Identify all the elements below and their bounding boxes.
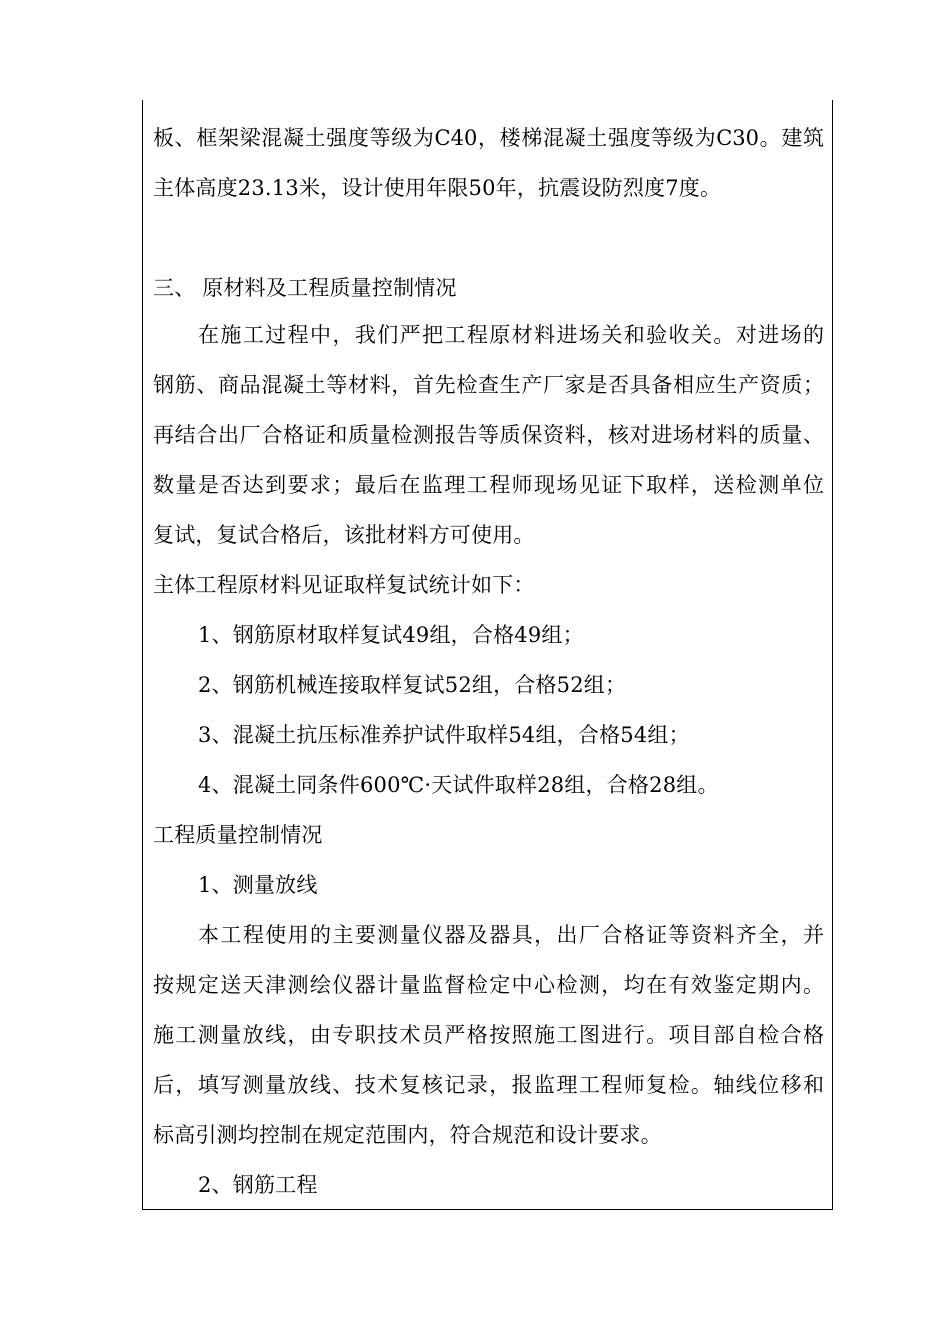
- paragraph-line: 标高引测均控制在规定范围内，符合规范和设计要求。: [153, 1123, 662, 1147]
- paragraph-line: 数量是否达到要求；最后在监理工程师现场见证下取样，送检测单位: [153, 473, 824, 497]
- paragraph-line: 钢筋、商品混凝土等材料，首先检查生产厂家是否具备相应生产资质；: [153, 373, 824, 397]
- paragraph-line: 施工测量放线，由专职技术员严格按照施工图进行。项目部自检合格: [153, 1023, 824, 1047]
- paragraph-line: 后，填写测量放线、技术复核记录，报监理工程师复检。轴线位移和: [153, 1073, 824, 1097]
- list-item: 2、钢筋机械连接取样复试52组，合格52组；: [198, 673, 627, 697]
- paragraph-line: 本工程使用的主要测量仪器及器具，出厂合格证等资料齐全，并: [198, 923, 824, 947]
- subsection-heading: 工程质量控制情况: [153, 823, 323, 847]
- paragraph-line: 主体工程原材料见证取样复试统计如下：: [153, 573, 535, 597]
- subsection-heading: 2、钢筋工程: [198, 1173, 318, 1197]
- list-item: 4、混凝土同条件600℃·天试件取样28组，合格28组。: [198, 773, 719, 797]
- subsection-heading: 1、测量放线: [198, 873, 318, 897]
- list-item: 3、混凝土抗压标准养护试件取样54组，合格54组；: [198, 723, 690, 747]
- paragraph-line: 按规定送天津测绘仪器计量监督检定中心检测，均在有效鉴定期内。: [153, 973, 824, 997]
- document-table-cell: [142, 100, 833, 1210]
- paragraph-line: 板、框架梁混凝土强度等级为C40，楼梯混凝土强度等级为C30。建筑: [153, 126, 824, 150]
- paragraph-line: 复试，复试合格后，该批材料方可使用。: [153, 523, 535, 547]
- paragraph-line: 再结合出厂合格证和质量检测报告等质保资料，核对进场材料的质量、: [153, 423, 824, 447]
- paragraph-line: 主体高度23.13米，设计使用年限50年，抗震设防烈度7度。: [153, 176, 722, 200]
- section-heading: 三、 原材料及工程质量控制情况: [153, 276, 457, 300]
- paragraph-line: 在施工过程中，我们严把工程原材料进场关和验收关。对进场的: [198, 323, 824, 347]
- list-item: 1、钢筋原材取样复试49组，合格49组；: [198, 623, 584, 647]
